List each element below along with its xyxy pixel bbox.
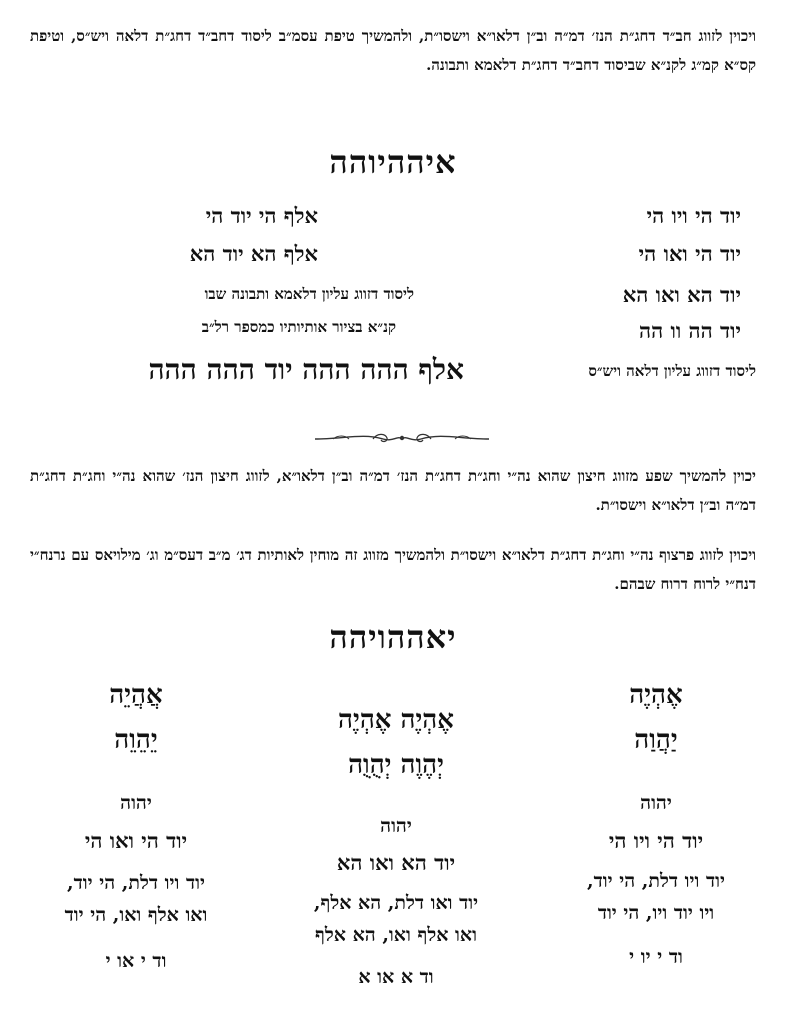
col-right-name: יהוה — [640, 792, 672, 814]
col-right-expansion: יוד הי ויו הי — [608, 828, 704, 853]
section2-paragraph-1: יכוין להמשיך שפע מזווג חיצון שהוא נה״י וחג״ת דחג״ת הנז׳ דמ״ה וב״ן דלאו״א, לזווג חיצון הנז׳ שהוא נה״י וחג״ת דחג״ת דמ״ה וב״ן דלאו״א וישסו״ת. — [30, 467, 756, 514]
col-right-sub-2: ויו יוד ויו, הי יוד — [597, 902, 715, 924]
right-note: ליסוד דזווג עליון דלאה ויש״ס — [588, 362, 756, 380]
left-big-expansion: אלף ההה ההה יוד ההה ההה — [148, 353, 464, 386]
col-left-sub-2: ואו אלף ואו, הי יוד — [64, 904, 208, 926]
col-middle-letters: וד א או א — [358, 966, 434, 988]
left-note-2: קנ״א בציור אותיותיו כמספר רל״ב — [201, 318, 396, 336]
col-right-sub-1: יוד ויו דלת, הי יוד, — [587, 870, 725, 892]
col-middle-top-2: יְהֶוֶה יְהֻוֻה — [348, 750, 444, 780]
right-line-2: יוד הי ואו הי — [638, 241, 741, 266]
col-right-top-2: יַהֲוַה — [634, 725, 678, 755]
intro-paragraph: ויכוין לזווג חב״ד דחג״ת הנז׳ דמ״ה וב״ן דלאו״א וישסו״ת, ולהמשיך טיפת עסמ״ב ליסוד דחב״ד דחג״ת דלאה ויש״ס, וטיפת קס״א קמ״ג לקנ״א שביסוד דחב״ד דחג״ת דלאמא ותבונה. — [30, 27, 756, 74]
col-right-top-1: אֶהְיֶה — [629, 680, 683, 710]
col-middle-top-1: אֶהְיֶה אֶהְיֶה — [338, 705, 454, 735]
ornament-divider-icon — [313, 429, 491, 449]
section2-paragraph-2: ויכוין לזווג פרצוף נה״י וחג״ת דחג״ת דלאו״א וישסו״ת ולהמשיך מזווג זה מוחין לאותיות דג׳ מ״ב דעס״מ וג׳ מילויאס עם נרנח״י דנח״י לרוח דרוח שבהם. — [30, 546, 756, 593]
col-left-letters: וד י או י — [105, 950, 167, 972]
left-line-1: אלף הי יוד הי — [205, 203, 318, 228]
col-left-sub-1: יוד ויו דלת, הי יוד, — [67, 872, 205, 894]
right-line-1: יוד הי ויו הי — [646, 203, 741, 228]
section2-heading: יאההויהה — [329, 618, 457, 656]
col-left-top-2: יֵהֵוֵה — [114, 725, 158, 755]
section1-heading: איההיוהה — [329, 143, 457, 181]
col-right-letters: וד י יו י — [629, 946, 683, 968]
right-line-4: יוד הה וו הה — [639, 318, 741, 343]
col-middle-expansion: יוד הא ואו הא — [336, 850, 456, 875]
right-line-3: יוד הא ואו הא — [622, 282, 741, 307]
col-middle-sub-2: ואו אלף ואו, הא אלף — [315, 924, 477, 946]
col-left-expansion: יוד הי ואו הי — [84, 828, 188, 853]
col-left-top-1: אֲהֲיֵה — [109, 680, 163, 710]
col-middle-sub-1: יוד ואו דלת, הא אלף, — [313, 892, 479, 914]
left-note-1: ליסוד דזווג עליון דלאמא ותבונה שבו — [204, 285, 414, 303]
col-left-name: יהוה — [120, 792, 152, 814]
left-line-2: אלף הא יוד הא — [189, 241, 318, 266]
col-middle-name: יהוה — [380, 815, 412, 837]
